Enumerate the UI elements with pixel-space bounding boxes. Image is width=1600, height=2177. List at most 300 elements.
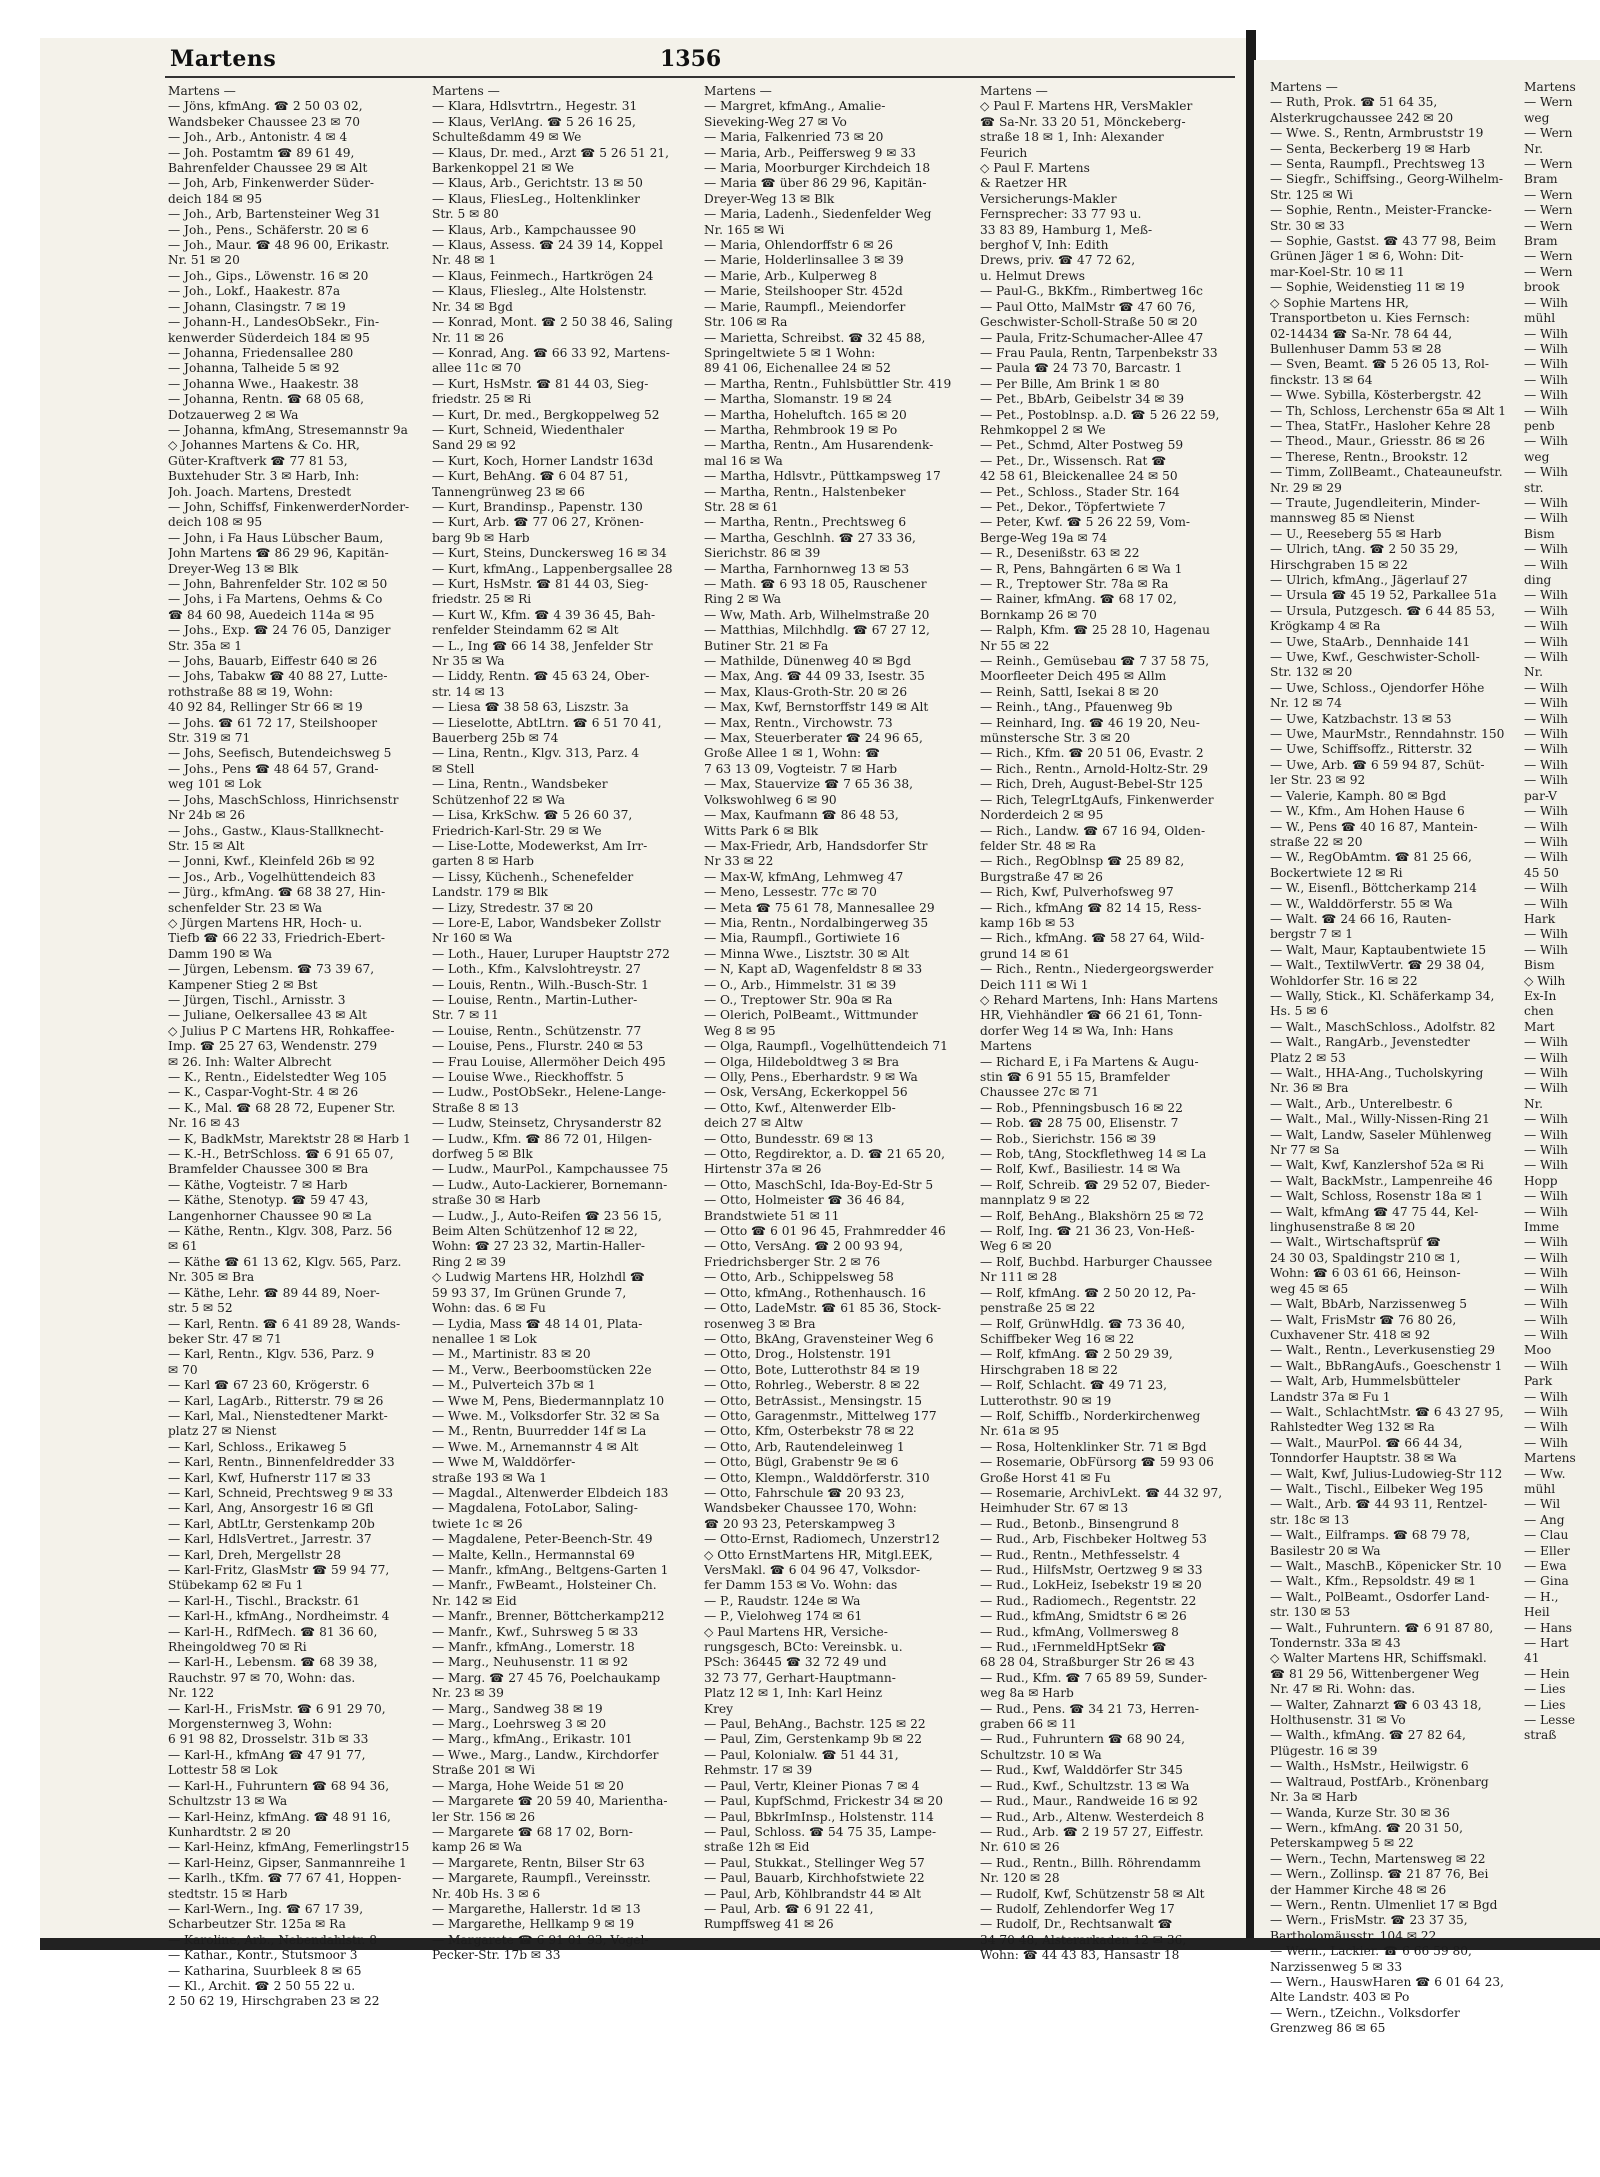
directory-entry-line: — Kurt, Steins, Dunckersweg 16 ✉ 34: [432, 546, 667, 561]
directory-entry-line: — Martha, Rentn., Am Husarendenk-: [704, 438, 934, 453]
directory-entry-line: — Wilh: [1524, 1235, 1569, 1250]
directory-entry-line: — Wilh: [1524, 1281, 1569, 1296]
directory-entry-line: — Margarete, Rentn, Bilser Str 63: [432, 1855, 645, 1870]
directory-entry-line: — Uwe, Schloss., Ojendorfer Höhe: [1270, 680, 1485, 695]
directory-entry-line: — Wilh: [1524, 1066, 1569, 1080]
directory-entry-line: 89 41 06, Eichenallee 24 ✉ 52: [704, 361, 891, 376]
directory-entry-line: mühl: [1524, 1481, 1556, 1496]
directory-entry-line: — R, Pens, Bahngärten 6 ✉ Wa 1: [980, 561, 1183, 576]
directory-entry-line: — Karl, Rentn., Binnenfeldredder 33: [168, 1455, 395, 1470]
directory-entry-line: — Lieselotte, AbtLtrn. ☎ 6 51 70 41,: [432, 715, 662, 730]
directory-entry-line: — Paul, Arb. ☎ 6 91 22 41,: [704, 1901, 874, 1916]
directory-entry-line: — Wilh: [1524, 388, 1569, 403]
directory-entry-line: — Karl, LagArb., Ritterstr. 79 ✉ 26: [168, 1393, 384, 1408]
directory-entry-line: — Wilh: [1524, 1189, 1569, 1204]
directory-entry-line: — Wwe M, Walddörfer-: [432, 1455, 576, 1470]
directory-entry-line: — Otto, Bote, Lutterothstr 84 ✉ 19: [704, 1362, 920, 1377]
directory-entry-line: — Karl-Fritz, GlasMstr ☎ 59 94 77,: [168, 1563, 390, 1577]
directory-entry-line: — Kurt, Brandinsp., Papenstr. 130: [432, 499, 643, 514]
directory-entry-line: Landstr. 179 ✉ Blk: [432, 885, 548, 900]
directory-entry-line: — L., Ing ☎ 66 14 38, Jenfelder Str: [432, 638, 653, 653]
directory-entry-line: — Lina, Rentn., Klgv. 313, Parz. 4: [432, 746, 640, 761]
directory-entry-line: par-V: [1524, 788, 1557, 803]
directory-entry-line: — Rich, Kwf, Pulverhofsweg 97: [980, 885, 1174, 900]
directory-entry-line: mannsweg 85 ✉ Nienst: [1270, 511, 1415, 526]
directory-entry-line: — Paul, BehAng., Bachstr. 125 ✉ 22: [704, 1717, 926, 1732]
directory-entry-line: Wohn: ☎ 6 03 61 66, Heinson-: [1270, 1266, 1461, 1281]
directory-entry-line: John Martens ☎ 86 29 96, Kapitän-: [168, 546, 389, 561]
directory-entry-line: Lottestr 58 ✉ Lok: [168, 1763, 278, 1778]
directory-entry-line: — Wern: [1524, 157, 1573, 172]
directory-entry-line: — Karl, Ang, Ansorgestr 16 ✉ Gfl: [168, 1501, 374, 1516]
directory-entry-line: — Rud., Pens. ☎ 34 21 73, Herren-: [980, 1701, 1199, 1716]
directory-entry-line: — Käthe, Vogteistr. 7 ✉ Harb: [168, 1177, 348, 1192]
directory-entry-line: — Maria, Falkenried 73 ✉ 20: [704, 130, 884, 145]
directory-entry-line: — U., Reeseberg 55 ✉ Harb: [1270, 526, 1442, 541]
directory-entry-line: — W., Eisenfl., Böttcherkamp 214: [1270, 881, 1477, 896]
directory-entry-line: Bism: [1524, 958, 1555, 973]
directory-entry-line: — Wern: [1524, 249, 1573, 264]
directory-entry-line: 6 91 98 82, Drosselstr. 31b ✉ 33: [168, 1732, 369, 1747]
directory-entry-line: — Magdalene, Peter-Beench-Str. 49: [432, 1532, 653, 1547]
directory-entry-line: — Maria, Ladenh., Siedenfelder Weg: [704, 207, 932, 222]
directory-entry-line: Große Allee 1 ✉ 1, Wohn: ☎: [704, 746, 881, 761]
directory-entry-line: Ring 2 ✉ 39: [432, 1254, 506, 1269]
directory-entry-line: — Johanna, Rentn. ☎ 68 05 68,: [168, 392, 365, 407]
directory-entry-line: — Rob., Sierichstr. 156 ✉ 39: [980, 1131, 1156, 1146]
directory-entry-line: — Marg., Neuhusenstr. 11 ✉ 92: [432, 1655, 629, 1670]
directory-entry-line: — Max, Kwf, Bernstorffstr 149 ✉ Alt: [704, 700, 929, 715]
directory-entry-line: deich 184 ✉ 95: [168, 191, 263, 206]
directory-entry-line: — Johs., Exp. ☎ 24 76 05, Danziger: [168, 623, 391, 638]
directory-entry-line: — Wanda, Kurze Str. 30 ✉ 36: [1270, 1805, 1450, 1820]
directory-entry-line: — Hart: [1524, 1636, 1569, 1651]
directory-entry-line: Str. 132 ✉ 20: [1270, 665, 1353, 680]
directory-entry-line: Wohldorfer Str. 16 ✉ 22: [1270, 973, 1418, 988]
directory-entry-line: — Karl, Schneid, Prechtsweg 9 ✉ 33: [168, 1485, 394, 1500]
directory-entry-line: stin ☎ 6 91 55 15, Bramfelder: [980, 1070, 1170, 1084]
directory-entry-line: Str. 125 ✉ Wi: [1270, 187, 1353, 202]
directory-entry-line: VersMakl. ☎ 6 04 96 47, Volksdor-: [704, 1563, 921, 1577]
directory-entry-line: — Maria, Moorburger Kirchdeich 18: [704, 161, 931, 176]
directory-entry-line: — Johs, Tabakw ☎ 40 88 27, Lutte-: [168, 669, 388, 684]
directory-entry-line: — Wilh: [1524, 326, 1569, 341]
directory-entry-line: — Theod., Maur., Griesstr. 86 ✉ 26: [1270, 434, 1486, 449]
directory-entry-line: — Margarethe, Hallerstr. 1d ✉ 13: [432, 1901, 641, 1916]
directory-entry-line: — Malte, Kelln., Hermannstal 69: [432, 1547, 635, 1562]
directory-entry-line: Nr. 29 ✉ 29: [1270, 480, 1342, 495]
directory-entry-line: — Magdalena, FotoLabor, Saling-: [432, 1501, 638, 1516]
directory-entry-line: — Wilh: [1524, 403, 1569, 418]
directory-entry-line: — Jos., Arb., Vogelhüttendeich 83: [168, 869, 376, 884]
directory-entry-line: ler Str. 23 ✉ 92: [1270, 773, 1366, 788]
directory-entry-line: — Ludw, Steinsetz, Chrysanderstr 82: [432, 1116, 662, 1131]
directory-entry-line: — Wilh: [1524, 357, 1569, 372]
directory-entry-line: — Marie, Raumpfl., Meiendorfer: [704, 299, 906, 314]
directory-entry-line: 02-14434 ☎ Sa-Nr. 78 64 44,: [1270, 326, 1453, 341]
directory-entry-line: 68 28 04, Straßburger Str 26 ✉ 43: [980, 1655, 1195, 1670]
directory-entry-line: — Rud., ıFernmeldHptSekr ☎: [980, 1640, 1167, 1655]
directory-entry-line: — R., Treptower Str. 78a ✉ Ra: [980, 577, 1169, 591]
directory-entry-line: — Reinhard, Ing. ☎ 46 19 20, Neu-: [980, 715, 1200, 730]
directory-entry-line: — Wern., Zollinsp. ☎ 21 87 76, Bei: [1270, 1867, 1489, 1882]
directory-entry-line: ☎ 20 93 23, Peterskampweg 3: [704, 1516, 896, 1531]
directory-entry-line: Bahrenfelder Chaussee 29 ✉ Alt: [168, 161, 368, 176]
directory-entry-line: — Rolf, kfmAng. ☎ 2 50 20 12, Pa-: [980, 1285, 1196, 1300]
directory-entry-line: — Rud., Kwf., Schultzstr. 13 ✉ Wa: [980, 1778, 1190, 1793]
directory-entry-line: Bram: [1524, 172, 1558, 187]
directory-entry-line: — Otto, Kwf., Altenwerder Elb-: [704, 1100, 896, 1115]
directory-entry-line: — Rich., Rentn., Niedergeorgswerder: [980, 962, 1214, 977]
directory-entry-line: — Olga, Raumpfl., Vogelhüttendeich 71: [704, 1039, 948, 1054]
directory-entry-line: — Otto, Fahrschule ☎ 20 93 23,: [704, 1485, 905, 1500]
directory-entry-line: — Klaus, FliesLeg., Holtenklinker: [432, 191, 640, 206]
directory-entry-line: Große Horst 41 ✉ Fu: [980, 1470, 1111, 1485]
directory-entry-line: — Wilh: [1524, 1312, 1569, 1327]
directory-entry-line: Berge-Weg 19a ✉ 74: [980, 530, 1108, 545]
directory-entry-line: — Wilh: [1524, 850, 1569, 865]
directory-entry-line: der Hammer Kirche 48 ✉ 26: [1270, 1882, 1447, 1897]
directory-entry-line: — Walth., kfmAng. ☎ 27 82 64,: [1270, 1728, 1466, 1743]
directory-entry-line: — Rolf, Schiffb., Norderkirchenweg: [980, 1408, 1201, 1423]
directory-entry-line: nenallee 1 ✉ Lok: [432, 1331, 537, 1346]
directory-entry-line: — Jonni, Kwf., Kleinfeld 26b ✉ 92: [168, 854, 375, 869]
directory-entry-line: — N, Kapt aD, Wagenfeldstr 8 ✉ 33: [704, 962, 923, 977]
directory-entry-line: ◇ Wilh: [1524, 973, 1566, 988]
directory-entry-line: — Klaus, Arb., Kampchaussee 90: [432, 222, 637, 237]
directory-entry-line: — Joh., Arb, Bartensteiner Weg 31: [168, 207, 381, 222]
directory-entry-line: — Walt., Kfm., Repsoldstr. 49 ✉ 1: [1270, 1574, 1477, 1589]
directory-entry-line: Tonndorfer Hauptstr. 38 ✉ Wa: [1270, 1451, 1457, 1466]
directory-entry-line: Alsterkrugchaussee 242 ✉ 20: [1270, 110, 1454, 125]
directory-entry-line: Nr. 120 ✉ 28: [980, 1871, 1060, 1886]
directory-entry-line: — Kurt, BehAng. ☎ 6 04 87 51,: [432, 469, 629, 484]
directory-entry-line: — John, i Fa Haus Lübscher Baum,: [168, 530, 384, 545]
directory-entry-line: — Lisa, KrkSchw. ☎ 5 26 60 37,: [432, 808, 633, 823]
directory-entry-line: — Wilh: [1524, 1035, 1569, 1050]
directory-entry-line: Rheingoldweg 70 ✉ Ri: [168, 1640, 307, 1655]
directory-entry-line: Schulteßdamm 49 ✉ We: [432, 130, 582, 145]
directory-entry-line: — Walt., RangArb., Jevenstedter: [1270, 1035, 1470, 1050]
directory-entry-line: — W., Kfm., Am Hohen Hause 6: [1270, 804, 1465, 819]
directory-entry-line: penstraße 25 ✉ 22: [980, 1301, 1096, 1316]
directory-entry-line: ◇ Paul Martens HR, Versiche-: [704, 1624, 888, 1639]
directory-entry-line: — Paul, Stukkat., Stellinger Weg 57: [704, 1855, 925, 1870]
directory-entry-line: — Wilh: [1524, 634, 1569, 649]
directory-entry-line: — Wilh: [1524, 295, 1569, 310]
directory-entry-line: Martens: [1524, 80, 1576, 94]
directory-entry-line: — Rich., RegOblnsp ☎ 25 89 82,: [980, 854, 1185, 869]
directory-entry-line: Nr 160 ✉ Wa: [432, 931, 513, 946]
directory-entry-line: 41: [1524, 1651, 1540, 1666]
directory-entry-line: twiete 1c ✉ 26: [432, 1516, 523, 1531]
directory-entry-line: Deich 111 ✉ Wi 1: [980, 977, 1089, 992]
directory-entry-line: 45 50: [1524, 865, 1559, 880]
directory-entry-line: — M., Pulverteich 37b ✉ 1: [432, 1378, 596, 1393]
directory-entry-line: grund 14 ✉ 61: [980, 946, 1070, 961]
directory-entry-line: Sand 29 ✉ 92: [432, 438, 517, 453]
directory-entry-line: — Wern: [1524, 126, 1573, 141]
directory-entry-line: — Kl., Archit. ☎ 2 50 55 22 u.: [168, 1978, 356, 1993]
directory-entry-line: — Walter, Zahnarzt ☎ 6 03 43 18,: [1270, 1697, 1482, 1712]
directory-entry-line: — Wilh: [1524, 465, 1569, 480]
directory-entry-line: — M., Verw., Beerboomstücken 22e: [432, 1362, 652, 1377]
directory-entry-line: — Otto, VersAng. ☎ 2 00 93 94,: [704, 1239, 903, 1254]
directory-entry-line: — Ludw., J., Auto-Reifen ☎ 23 56 15,: [432, 1208, 662, 1223]
directory-entry-line: — Wern., HauswHaren ☎ 6 01 64 23,: [1270, 1974, 1505, 1989]
directory-entry-line: — Wern: [1524, 218, 1573, 233]
directory-entry-line: Rehmkoppel 2 ✉ We: [980, 422, 1106, 437]
directory-entry-line: — Siegfr., Schiffsing., Georg-Wilhelm-: [1270, 172, 1504, 187]
directory-entry-line: Nr. 122: [168, 1686, 215, 1701]
directory-entry-line: Martens —: [432, 84, 500, 98]
directory-entry-line: 7 63 13 09, Vogteistr. 7 ✉ Harb: [704, 761, 898, 776]
directory-entry-line: — Rud., Radiomech., Regentstr. 22: [980, 1593, 1197, 1608]
directory-entry-line: Nr. 61a ✉ 95: [980, 1424, 1060, 1439]
directory-entry-line: — Wilh: [1524, 1389, 1569, 1404]
directory-entry-line: straße 30 ✉ Harb: [432, 1193, 541, 1208]
directory-entry-line: — Martha, Geschlnh. ☎ 27 33 36,: [704, 530, 916, 545]
directory-entry-line: — Karl, Dreh, Mergellstr 28: [168, 1547, 341, 1562]
directory-entry-line: — Karl-H., kfmAng., Nordheimstr. 4: [168, 1609, 390, 1624]
directory-entry-line: — Louise Wwe., Rieckhoffstr. 5: [432, 1070, 624, 1084]
directory-entry-line: — Matthias, Milchhdlg. ☎ 67 27 12,: [704, 623, 930, 638]
directory-entry-line: Holthusenstr. 31 ✉ Vo: [1270, 1713, 1406, 1728]
directory-entry-line: — Th, Schloss, Lerchenstr 65a ✉ Alt 1: [1270, 403, 1506, 418]
directory-entry-line: — Walt., Wirtschaftsprüf ☎: [1270, 1235, 1442, 1250]
directory-entry-line: Martens —: [980, 84, 1048, 98]
directory-entry-line: — Rainer, kfmAng. ☎ 68 17 02,: [980, 592, 1177, 607]
directory-entry-line: — Wilh: [1524, 896, 1569, 911]
directory-entry-line: — Rud., Fuhruntern ☎ 68 90 24,: [980, 1732, 1186, 1747]
directory-entry-line: fer Damm 153 ✉ Vo. Wohn: das: [704, 1578, 898, 1593]
directory-entry-line: — Otto, Rohrleg., Weberstr. 8 ✉ 22: [704, 1378, 920, 1393]
directory-entry-line: — Karl-Wern., Ing. ☎ 67 17 39,: [168, 1901, 364, 1916]
directory-column-1: [168, 84, 420, 2010]
directory-entry-line: Bockertwiete 12 ✉ Ri: [1270, 865, 1403, 880]
directory-entry-line: — Paula ☎ 24 73 70, Barcastr. 1: [980, 361, 1183, 376]
directory-entry-line: Joh. Joach. Martens, Drestedt: [168, 484, 352, 499]
directory-entry-line: Martens —: [168, 84, 236, 98]
directory-entry-line: — Olly, Pens., Eberhardstr. 9 ✉ Wa: [704, 1070, 918, 1084]
directory-entry-line: — Paul, Kolonialw. ☎ 51 44 31,: [704, 1747, 899, 1762]
directory-entry-line: weg 8a ✉ Harb: [980, 1686, 1074, 1701]
directory-entry-line: dorfer Weg 14 ✉ Wa, Inh: Hans: [980, 1023, 1174, 1038]
directory-entry-line: — Reinh, Sattl, Isekai 8 ✉ 20: [980, 684, 1159, 699]
directory-entry-line: ◇ Paul F. Martens: [980, 161, 1090, 176]
directory-entry-line: — Rob., Pfenningsbusch 16 ✉ 22: [980, 1100, 1183, 1115]
directory-entry-line: — Karl-H., Tischl., Brackstr. 61: [168, 1593, 361, 1608]
directory-entry-line: — Senta, Raumpfl., Prechtsweg 13: [1270, 157, 1485, 172]
directory-entry-line: Rehmstr. 17 ✉ 39: [704, 1763, 813, 1778]
directory-entry-line: — Ludw., PostObSekr., Helene-Lange-: [432, 1085, 666, 1100]
directory-entry-line: — Walt, Kwf, Kanzlershof 52a ✉ Ri: [1270, 1158, 1484, 1173]
directory-entry-line: — Walt, BbArb, Narzissenweg 5: [1270, 1297, 1467, 1312]
directory-entry-line: Grenzweg 86 ✉ 65: [1270, 2021, 1386, 2036]
directory-entry-line: — Johs, i Fa Martens, Oehms & Co: [168, 592, 383, 607]
directory-entry-line: — Rolf, Ing. ☎ 21 36 23, Von-Heß-: [980, 1224, 1195, 1239]
directory-entry-line: Straße 201 ✉ Wi: [432, 1763, 535, 1778]
directory-entry-line: Heimhuder Str. 67 ✉ 13: [980, 1501, 1129, 1516]
directory-entry-line: — Therese, Rentn., Brookstr. 12: [1270, 449, 1468, 464]
directory-entry-line: — Johs, Bauarb, Eiffestr 640 ✉ 26: [168, 654, 378, 669]
directory-entry-line: Wandsbeker Chaussee 170, Wohn:: [704, 1501, 917, 1516]
directory-entry-line: Nr.: [1524, 1096, 1544, 1111]
directory-entry-line: ☎ 81 29 56, Wittenbergener Weg: [1270, 1666, 1480, 1681]
directory-entry-line: str. 14 ✉ 13: [432, 684, 505, 699]
directory-entry-line: 34 70 48, Alsterarkaden 12 ✉ 36,: [980, 1932, 1187, 1947]
directory-entry-line: — John, Bahrenfelder Str. 102 ✉ 50: [168, 577, 388, 591]
directory-entry-line: — Joh, Arb, Finkenwerder Süder-: [168, 176, 375, 191]
directory-entry-line: — Hans: [1524, 1620, 1573, 1635]
directory-entry-line: — Reinh., tAng., Pfauenweg 9b: [980, 700, 1173, 715]
directory-entry-line: Butiner Str. 21 ✉ Fa: [704, 638, 829, 653]
directory-entry-line: — Martha, Hdlsvtr., Püttkampsweg 17: [704, 469, 941, 484]
directory-entry-line: Nr.: [1524, 141, 1544, 156]
directory-entry-line: Dotzauerweg 2 ✉ Wa: [168, 407, 299, 422]
directory-entry-line: — Wern., Rentn. Ulmenliet 17 ✉ Bgd: [1270, 1897, 1498, 1912]
directory-entry-line: ☎ Sa-Nr. 33 20 51, Mönckeberg-: [980, 114, 1186, 129]
directory-entry-line: — Max-W, kfmAng, Lehmweg 47: [704, 869, 904, 884]
directory-entry-line: — P., Raudstr. 124e ✉ Wa: [704, 1593, 861, 1608]
directory-entry-line: — Klaus, VerlAng. ☎ 5 26 16 25,: [432, 114, 636, 129]
directory-entry-line: ✉ 26. Inh: Walter Albrecht: [168, 1054, 332, 1069]
directory-entry-line: — Walt., Arb. ☎ 44 93 11, Rentzel-: [1270, 1497, 1488, 1512]
directory-entry-line: münstersche Str. 3 ✉ 20: [980, 731, 1131, 746]
directory-entry-line: — Käthe, Rentn., Klgv. 308, Parz. 56: [168, 1224, 393, 1239]
directory-entry-line: — Wwe M, Pens, Biedermannplatz 10: [432, 1393, 665, 1408]
directory-entry-line: — Karlh., tKfm. ☎ 77 67 41, Hoppen-: [168, 1871, 402, 1886]
directory-entry-line: ◇ Paul F. Martens HR, VersMakler: [980, 99, 1193, 114]
directory-entry-line: — Wilh: [1524, 511, 1569, 526]
directory-entry-line: — Wilh: [1524, 742, 1569, 757]
directory-entry-line: — Rich., Landw. ☎ 67 16 94, Olden-: [980, 823, 1206, 838]
directory-entry-line: — Sven, Beamt. ☎ 5 26 05 13, Rol-: [1270, 357, 1489, 372]
directory-entry-line: str. 5 ✉ 52: [168, 1301, 233, 1316]
directory-entry-line: — Sophie, Gastst. ☎ 43 77 98, Beim: [1270, 234, 1497, 249]
directory-entry-line: Kampener Stieg 2 ✉ Bst: [168, 977, 318, 992]
directory-entry-line: Hirschgraben 15 ✉ 22: [1270, 557, 1408, 572]
directory-entry-line: Bornkamp 26 ✉ 70: [980, 607, 1097, 622]
directory-entry-line: Straße 8 ✉ 13: [432, 1100, 519, 1115]
directory-entry-line: Str. 319 ✉ 71: [168, 731, 251, 746]
directory-entry-line: — Rich, TelegrLtgAufs, Finkenwerder: [980, 792, 1214, 807]
directory-entry-line: — Walt., MaschSchloss., Adolfstr. 82: [1270, 1019, 1496, 1034]
directory-entry-line: — Wilh: [1524, 1158, 1569, 1173]
directory-entry-line: Nr. 34 ✉ Bgd: [432, 299, 513, 314]
directory-entry-line: deich 108 ✉ 95: [168, 515, 263, 530]
directory-entry-line: — Walt., TextilwVertr. ☎ 29 38 04,: [1270, 958, 1485, 973]
directory-entry-line: — Wern., tZeichn., Volksdorfer: [1270, 2005, 1460, 2020]
directory-entry-line: str. 18c ✉ 13: [1270, 1512, 1350, 1527]
directory-entry-line: Nr. 165 ✉ Wi: [704, 222, 785, 237]
directory-entry-line: — Otto ☎ 6 01 96 45, Frahmredder 46: [704, 1224, 946, 1239]
directory-entry-line: — Wilh: [1524, 819, 1569, 834]
directory-entry-line: — Wern., Lackier. ☎ 6 66 59 80,: [1270, 1944, 1472, 1959]
directory-entry-line: Krey: [704, 1701, 734, 1716]
directory-entry-line: kenwerder Süderdeich 184 ✉ 95: [168, 330, 370, 345]
directory-entry-line: — Walt., SchlachtMstr. ☎ 6 43 27 95,: [1270, 1404, 1504, 1419]
directory-entry-line: — Kurt, Koch, Horner Landstr 163d: [432, 453, 654, 468]
directory-entry-line: — Mathilde, Dünenweg 40 ✉ Bgd: [704, 654, 911, 669]
directory-entry-line: — Wilh: [1524, 434, 1569, 449]
directory-entry-line: — Max, Ang. ☎ 44 09 33, Isestr. 35: [704, 669, 925, 684]
directory-entry-line: ✉ 70: [168, 1362, 198, 1377]
directory-entry-line: — Rich., kfmAng ☎ 82 14 15, Ress-: [980, 900, 1202, 915]
directory-entry-line: — Paul, BbkrImInsp., Holstenstr. 114: [704, 1809, 934, 1824]
directory-entry-line: — Valerie, Kamph. 80 ✉ Bgd: [1270, 788, 1447, 803]
directory-entry-line: — Senta, Beckerberg 19 ✉ Harb: [1270, 141, 1471, 156]
directory-entry-line: Stübekamp 62 ✉ Fu 1: [168, 1578, 304, 1593]
directory-entry-line: — Walt., Tischl., Eilbeker Weg 195: [1270, 1481, 1484, 1496]
directory-entry-line: Hs. 5 ✉ 6: [1270, 1004, 1329, 1019]
directory-entry-line: — Ludw., Kfm. ☎ 86 72 01, Hilgen-: [432, 1131, 652, 1146]
directory-entry-line: — Marg. ☎ 27 45 76, Poelchaukamp: [432, 1670, 661, 1685]
directory-entry-line: Nr. 610 ✉ 26: [980, 1840, 1060, 1855]
directory-entry-line: — Wilh: [1524, 603, 1569, 618]
directory-entry-line: Martens —: [1270, 80, 1338, 94]
directory-entry-line: — Kurt, HsMstr. ☎ 81 44 03, Sieg-: [432, 376, 649, 391]
directory-entry-line: — Käthe, Stenotyp. ☎ 59 47 43,: [168, 1193, 369, 1208]
directory-entry-line: — M., Martinistr. 83 ✉ 20: [432, 1347, 591, 1362]
directory-entry-line: — Otto, Garagenmstr., Mittelweg 177: [704, 1408, 937, 1423]
directory-entry-line: Str. 106 ✉ Ra: [704, 315, 788, 330]
directory-entry-line: Schultzstr. 10 ✉ Wa: [980, 1747, 1102, 1762]
directory-entry-line: — Joh. Postamtm ☎ 89 61 49,: [168, 145, 355, 160]
directory-entry-line: — Walt., Fuhruntern. ☎ 6 91 87 80,: [1270, 1620, 1494, 1635]
directory-entry-line: friedstr. 25 ✉ Ri: [432, 392, 532, 407]
directory-entry-line: — Wilh: [1524, 1266, 1569, 1281]
facing-page-column-2: [1524, 80, 1600, 1744]
directory-entry-line: — Kurt W., Kfm. ☎ 4 39 36 45, Bah-: [432, 607, 656, 622]
directory-entry-line: Volkswohlweg 6 ✉ 90: [704, 792, 837, 807]
directory-entry-line: — Martha, Rentn., Fuhlsbüttler Str. 419: [704, 376, 952, 391]
directory-entry-line: — M., Rentn, Buurredder 14f ✉ La: [432, 1424, 647, 1439]
directory-entry-line: Transportbeton u. Kies Fernsch:: [1270, 311, 1470, 326]
directory-entry-line: — Wilh: [1524, 495, 1569, 510]
directory-entry-line: Nr 77 ✉ Sa: [1270, 1143, 1340, 1158]
directory-entry-line: — Wilh: [1524, 1143, 1569, 1158]
directory-entry-line: — Uwe, Kwf., Geschwister-Scholl-: [1270, 650, 1480, 665]
directory-entry-line: — Wilh: [1524, 372, 1569, 387]
directory-entry-line: — K, BadkMstr, Marektstr 28 ✉ Harb 1: [168, 1131, 411, 1146]
directory-entry-line: — Magdal., Altenwerder Elbdeich 183: [432, 1485, 669, 1500]
directory-entry-line: — Rolf, GrünwHdlg. ☎ 73 36 40,: [980, 1316, 1186, 1331]
directory-entry-line: — Rosemarie, ArchivLekt. ☎ 44 32 97,: [980, 1485, 1223, 1500]
directory-entry-line: — Klaus, Arb., Gerichtstr. 13 ✉ 50: [432, 176, 643, 191]
directory-entry-line: — Klara, Hdlsvtrtrn., Hegestr. 31: [432, 99, 638, 114]
directory-entry-line: — John, Schiffsf, FinkenwerderNorder-: [168, 499, 410, 514]
directory-entry-line: — Karl-H., FrisMstr. ☎ 6 91 29 70,: [168, 1701, 386, 1716]
directory-entry-line: — Konrad, Ang. ☎ 66 33 92, Martens-: [432, 345, 670, 360]
directory-entry-line: Hopp: [1524, 1173, 1558, 1188]
directory-entry-line: ☎ 84 60 98, Auedeich 114a ✉ 95: [168, 607, 375, 622]
directory-entry-line: Heil: [1524, 1605, 1550, 1620]
directory-entry-line: Langenhorner Chaussee 90 ✉ La: [168, 1208, 372, 1223]
directory-entry-line: Cuxhavener Str. 418 ✉ 92: [1270, 1327, 1431, 1342]
directory-entry-line: — Rich, Dreh, August-Bebel-Str 125: [980, 777, 1203, 792]
directory-entry-line: — Paul, Bauarb, Kirchhofstwiete 22: [704, 1871, 925, 1886]
directory-entry-line: — Walt, Maur, Kaptaubentwiete 15: [1270, 942, 1487, 957]
directory-entry-line: Nr. 3a ✉ Harb: [1270, 1790, 1358, 1805]
directory-entry-line: — Johann, Clasingstr. 7 ✉ 19: [168, 299, 346, 314]
directory-entry-line: deich 27 ✉ Altw: [704, 1116, 803, 1131]
directory-entry-line: — Otto, Kfm, Osterbekstr 78 ✉ 22: [704, 1424, 915, 1439]
directory-column-3: [704, 84, 962, 1933]
directory-entry-line: — Louise, Rentn., Martin-Luther-: [432, 992, 638, 1007]
directory-entry-line: — Rich., Rentn., Arnold-Holtz-Str. 29: [980, 761, 1208, 776]
directory-entry-line: — Martha, Rentn., Prechtsweg 6: [704, 515, 907, 530]
